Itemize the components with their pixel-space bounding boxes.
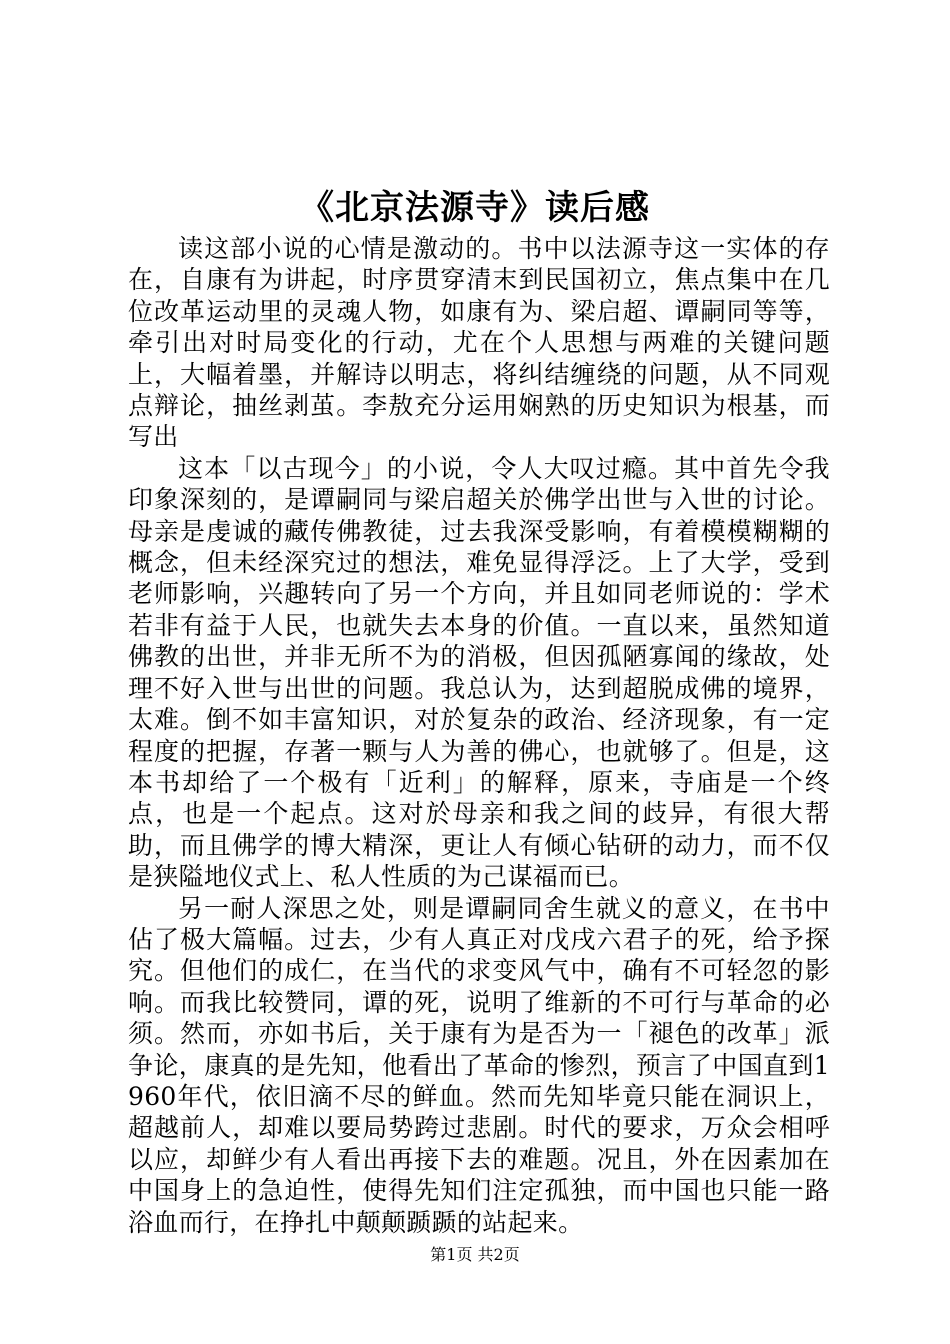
document-title: 《北京法源寺》读后感 (300, 188, 650, 228)
page-footer: 第1页 共2页 (430, 1245, 520, 1264)
paragraph-1: 读这部小说的心情是激动的。书中以法源寺这一实体的存在，自康有为讲起，时序贯穿清末到民国初立，焦点集中在几位改革运动里的灵魂人物，如康有为、梁启超、谭嗣同等等，牵引出对时局变化的行动，尤在个人思想与两难的关键问题上，大幅着墨，并解诗以明志，将纠结缠绕的问题，从不同观点辩论，抽丝剥茧。李敖充分运用娴熟的历史知识为根基，而写出 (128, 234, 830, 452)
document-body (128, 233, 830, 1238)
paragraph-3: 另一耐人深思之处，则是谭嗣同舍生就义的意义，在书中佔了极大篇幅。过去，少有人真正对戊戌六君子的死，给予探究。但他们的成仁，在当代的求变风气中，确有不可轻忽的影响。而我比较赞同，谭的死，说明了维新的不可行与革命的必须。然而，亦如书后，关于康有为是否为一「褪色的改革」派争论，康真的是先知，他看出了革命的惨烈，预言了中国直到1960年代，依旧滴不尽的鲜血。然而先知毕竟只能在洞识上，超越前人，却难以要局势跨过悲剧。时代的要求，万众会相呼以应，却鲜少有人看出再接下去的难题。况且，外在因素加在中国身上的急迫性，使得先知们注定孤独，而中国也只能一路浴血而行，在挣扎中颠颠踬踬的站起来。 (128, 893, 830, 1237)
paragraph-2: 这本「以古现今」的小说，令人大叹过瘾。其中首先令我印象深刻的，是谭嗣同与梁启超关於佛学出世与入世的讨论。母亲是虔诚的藏传佛教徒，过去我深受影响，有着模模糊糊的概念，但未经深究过的想法，难免显得浮泛。上了大学，受到老师影响，兴趣转向了另一个方向，并且如同老师说的：学术若非有益于人民，也就失去本身的价值。一直以来，虽然知道佛教的出世，并非无所不为的消极，但因孤陋寡闻的缘故，处理不好入世与出世的问题。我总认为，达到超脱成佛的境界，太难。倒不如丰富知识，对於复杂的政治、经济现象，有一定程度的把握，存著一颗与人为善的佛心，也就够了。但是，这本书却给了一个极有「近利」的解释，原来，寺庙是一个终点，也是一个起点。这对於母亲和我之间的歧异，有很大帮助，而且佛学的博大精深，更让人有倾心钻研的动力，而不仅是狭隘地仪式上、私人性质的为己谋福而已。 (128, 453, 830, 892)
